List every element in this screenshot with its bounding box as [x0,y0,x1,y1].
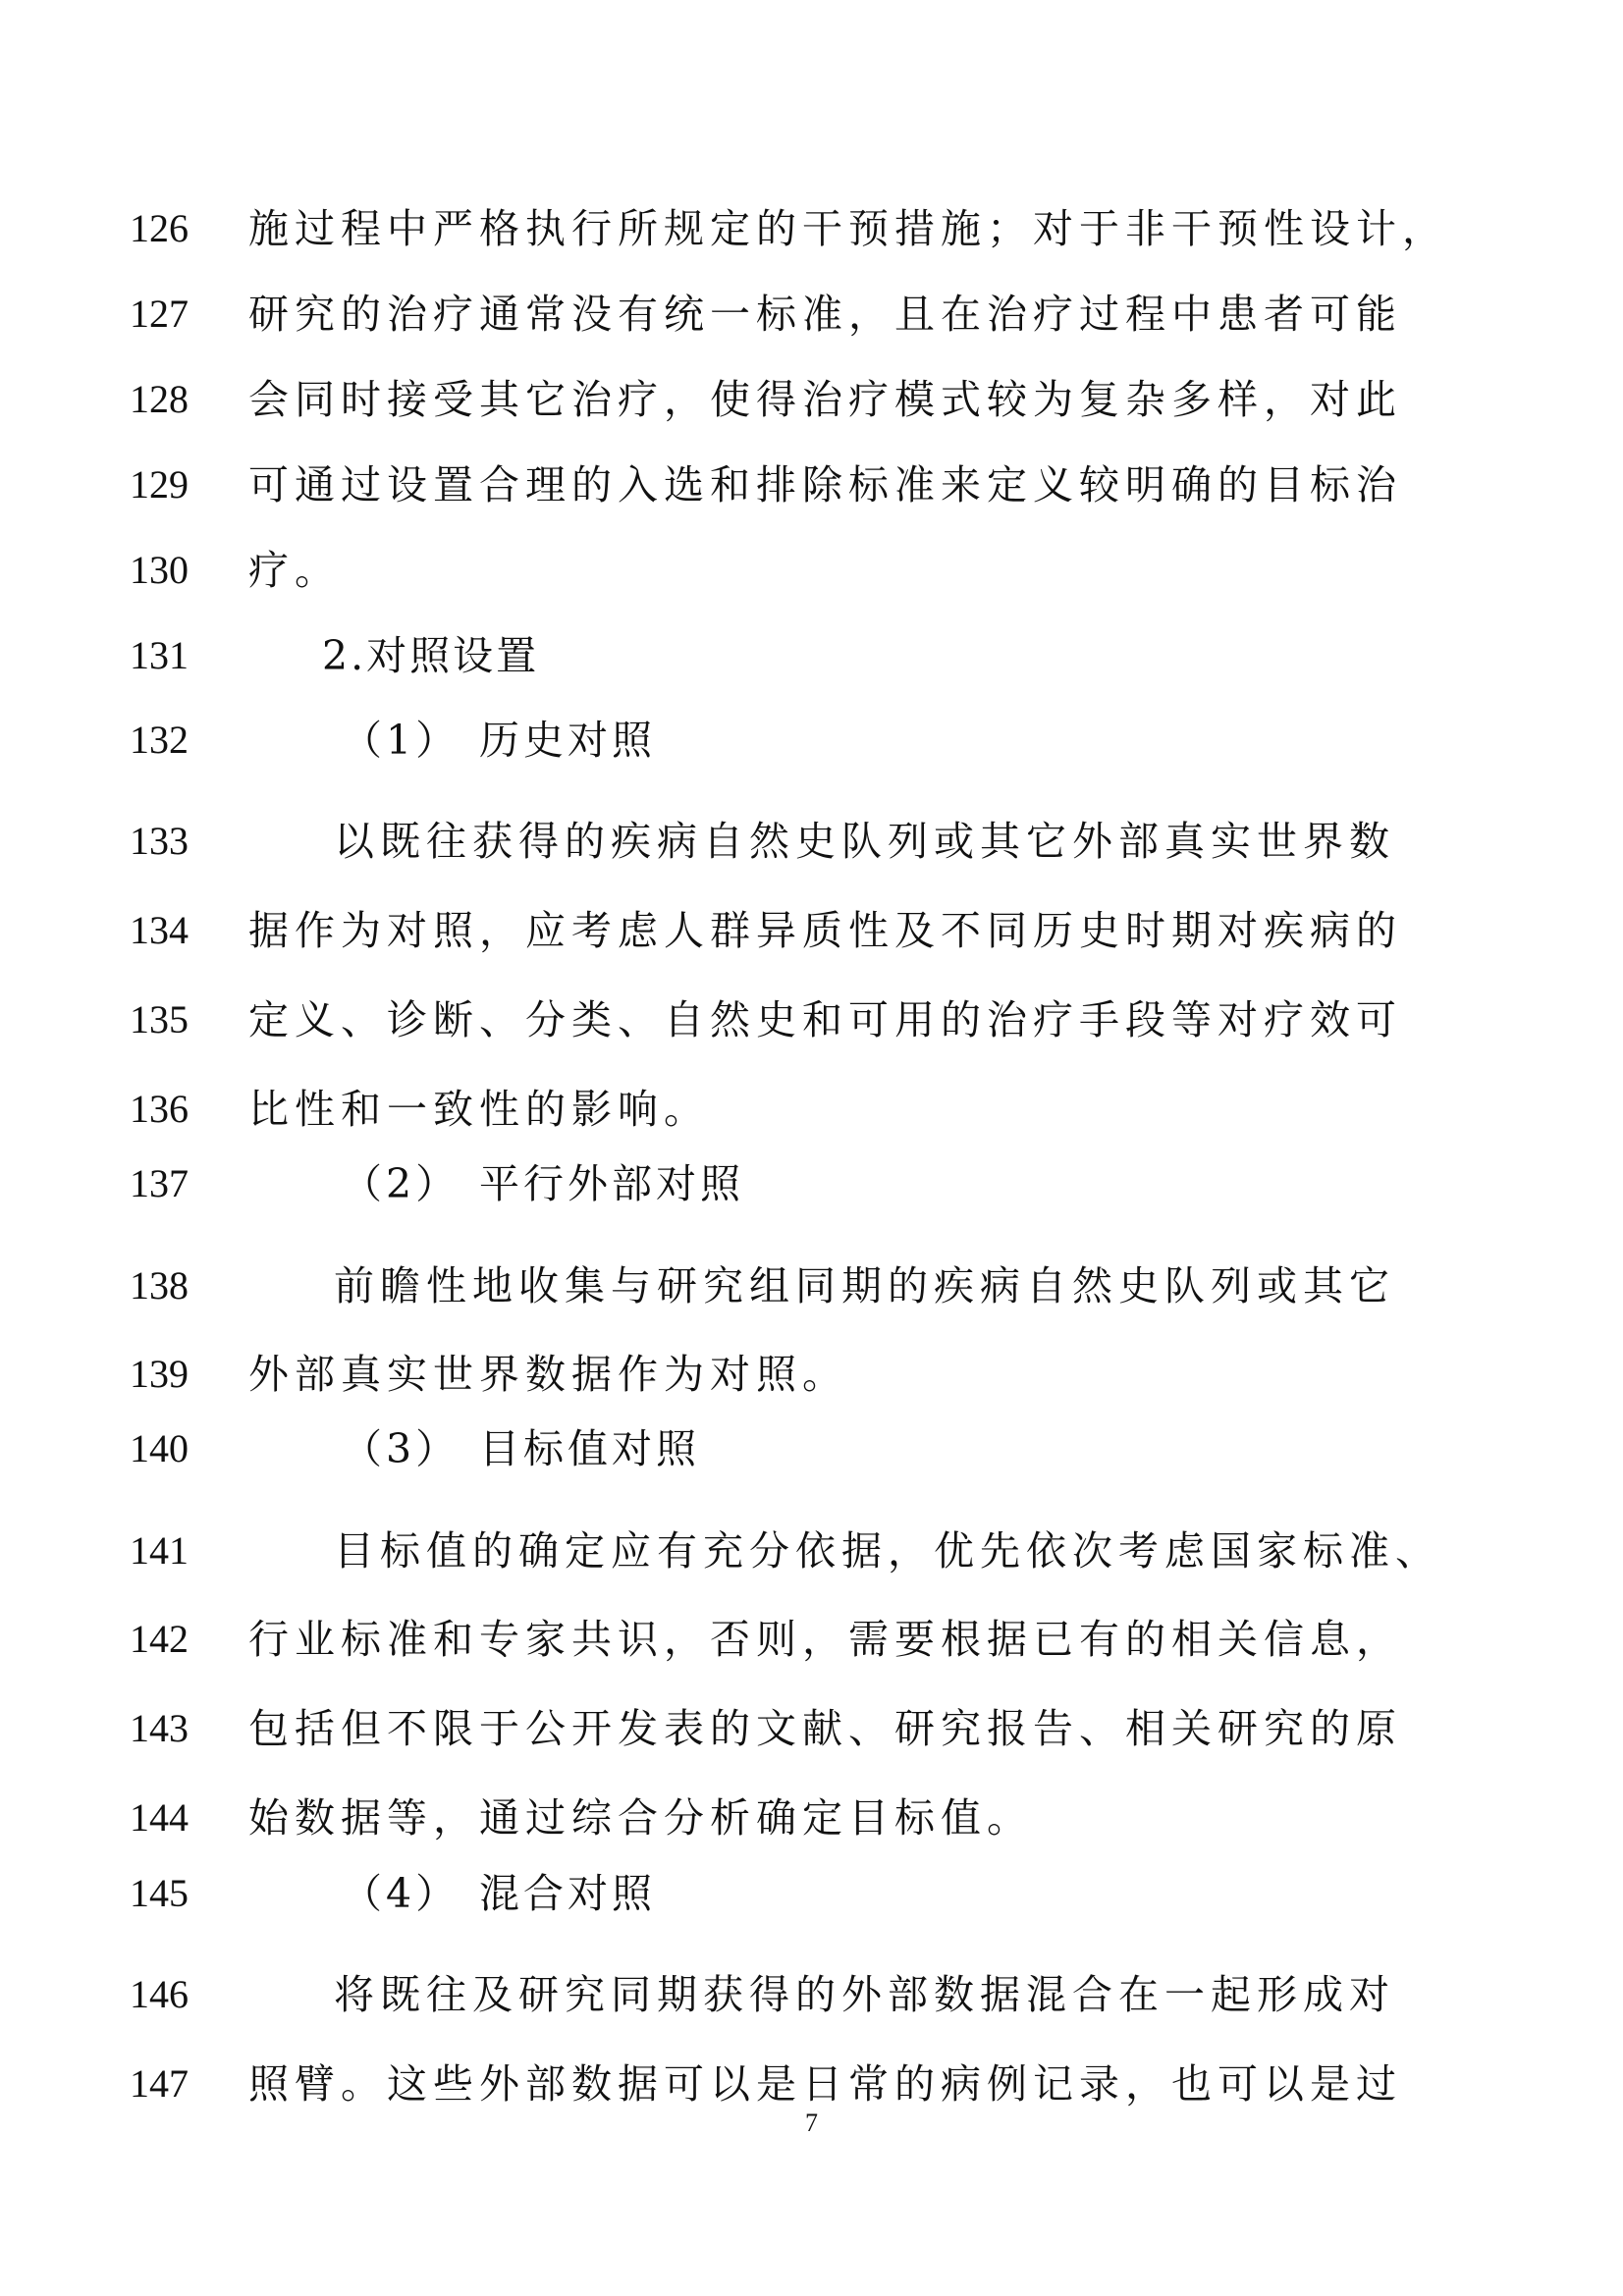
line-text: 始数据等，通过综合分析确定目标值。 [248,1794,1033,1842]
text-line [0,1345,1623,1404]
line-number: 137 [130,1161,189,1205]
line-number: 139 [130,1352,189,1396]
line-number: 127 [130,292,189,336]
line-number: 147 [130,2061,189,2106]
subsection-index: （2） [342,1160,460,1207]
text-line [0,1256,1623,1315]
line-text: 会同时接受其它治疗，使得治疗模式较为复杂多样，对此 [248,376,1402,423]
section-heading [0,626,1623,685]
line-number: 141 [130,1528,189,1573]
text-line [0,1610,1623,1669]
text-line [0,455,1623,514]
line-number: 132 [130,718,189,762]
subsection-title: 目标值对照 [479,1425,700,1472]
line-text: 将既往及研究同期获得的外部数据混合在一起形成对 [334,1971,1395,2018]
text-line [0,199,1623,258]
text-line [0,990,1623,1049]
line-text: 疗。 [248,547,341,594]
line-number: 136 [130,1087,189,1131]
line-text: 研究的治疗通常没有统一标准，且在治疗过程中患者可能 [248,291,1402,338]
text-line [0,1080,1623,1139]
line-number: 126 [130,206,189,250]
text-line [0,285,1623,344]
line-number: 134 [130,908,189,952]
subsection-index: （3） [342,1425,460,1472]
line-text: 施过程中严格执行所规定的干预措施；对于非干预性设计， [248,205,1448,252]
text-line [0,1789,1623,1847]
subsection-heading [0,1419,1623,1478]
line-number: 131 [130,633,189,677]
line-text: 以既往获得的疾病自然史队列或其它外部真实世界数 [334,818,1395,865]
line-number: 140 [130,1426,189,1470]
line-number: 145 [130,1871,189,1915]
text-line [0,541,1623,600]
line-text: 包括但不限于公开发表的文献、研究报告、相关研究的原 [248,1705,1402,1752]
text-line [0,1522,1623,1580]
line-text: 行业标准和专家共识，否则，需要根据已有的相关信息， [248,1616,1402,1663]
subsection-title: 历史对照 [479,717,656,764]
page-number: 7 [805,2109,818,2137]
subsection-index: （1） [342,717,460,764]
line-text: 照臂。这些外部数据可以是日常的病例记录，也可以是过 [248,2060,1402,2108]
text-line [0,2055,1623,2113]
line-text: 可通过设置合理的入选和排除标准来定义较明确的目标治 [248,461,1402,508]
line-number: 144 [130,1795,189,1840]
line-number: 138 [130,1263,189,1308]
subsection-title: 混合对照 [479,1870,656,1917]
line-number: 133 [130,819,189,863]
line-number: 129 [130,462,189,507]
line-number: 143 [130,1706,189,1750]
line-text: 外部真实世界数据作为对照。 [248,1351,848,1398]
line-number: 142 [130,1617,189,1661]
subsection-heading [0,1154,1623,1213]
line-number: 128 [130,377,189,421]
subsection-heading [0,711,1623,770]
subsection-title: 平行外部对照 [479,1160,744,1207]
line-text: 比性和一致性的影响。 [248,1086,710,1133]
line-text: 据作为对照，应考虑人群异质性及不同历史时期对疾病的 [248,907,1402,954]
subsection-index: （4） [342,1870,460,1917]
line-number: 146 [130,1972,189,2016]
line-number: 135 [130,997,189,1041]
text-line [0,370,1623,429]
section-title: 2.对照设置 [322,632,540,679]
text-line [0,901,1623,960]
line-text: 前瞻性地收集与研究组同期的疾病自然史队列或其它 [334,1262,1395,1309]
line-text: 定义、诊断、分类、自然史和可用的治疗手段等对疗效可 [248,996,1402,1043]
text-line [0,1699,1623,1758]
line-number: 130 [130,548,189,592]
subsection-heading [0,1864,1623,1923]
text-line [0,1965,1623,2024]
line-text: 目标值的确定应有充分依据，优先依次考虑国家标准、 [334,1527,1441,1575]
text-line [0,812,1623,871]
